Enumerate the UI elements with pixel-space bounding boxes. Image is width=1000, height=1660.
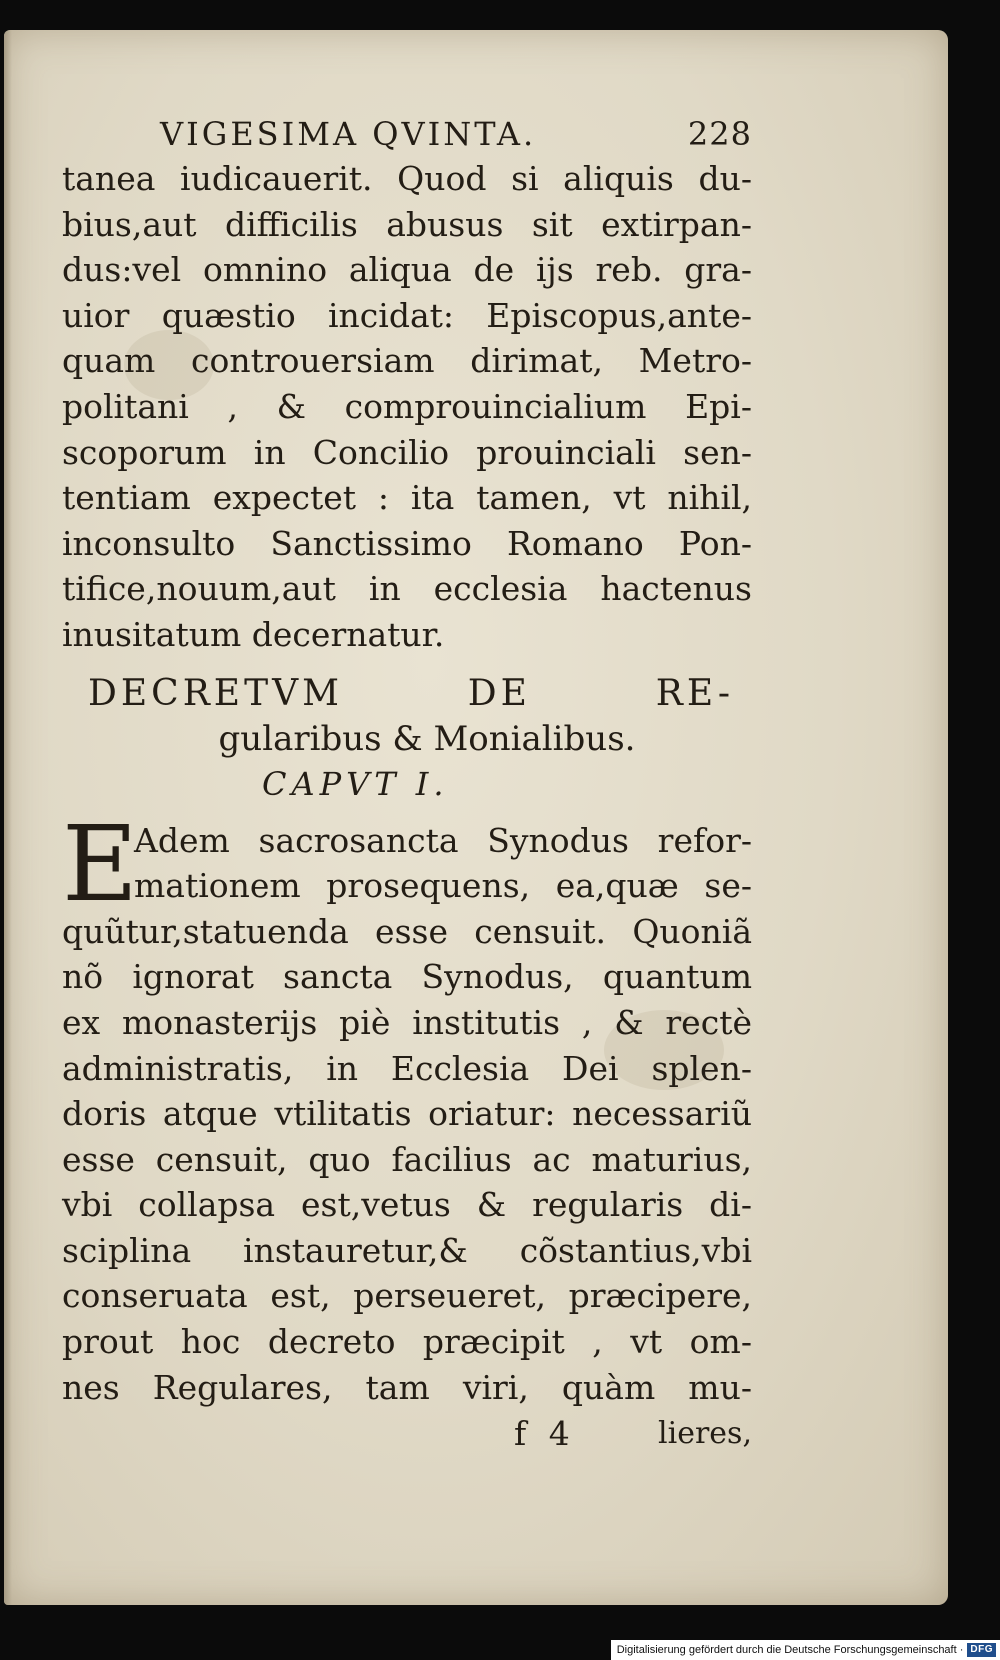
paragraph-2: [62, 802, 752, 1411]
chapter-heading: CAPVT I.: [262, 764, 449, 803]
text-line: dus:vel omnino aliqua de ijs reb. gra-: [62, 250, 752, 290]
text-line: ex monasterijs piè institutis , & rectè: [62, 1002, 752, 1042]
catchword: lieres,: [658, 1416, 752, 1452]
text-line: inusitatum decernatur.: [62, 614, 445, 654]
signature-mark: f 4: [514, 1414, 576, 1454]
text-line: tentiam expectet : ita tamen, vt nihil,: [62, 478, 752, 518]
text-line: conseruata est, perseueret, præcipere,: [62, 1276, 752, 1316]
decree-subtitle: gularibus & Monialibus.: [218, 718, 636, 759]
text-line: bius,aut difficilis abusus sit extirpan-: [62, 204, 752, 244]
text-line: esse censuit, quo facilius ac maturius,: [62, 1139, 752, 1179]
text-line: politani , & comprouincialium Epi-: [62, 386, 752, 426]
text-line: uior quæstio incidat: Episcopus,ante-: [62, 295, 752, 335]
text-line: Adem sacrosancta Synodus refor-: [134, 820, 752, 860]
text-line: scoporum in Concilio prouinciali sen-: [62, 432, 752, 472]
text-line: tifice,nouum,aut in ecclesia hactenus: [62, 569, 752, 609]
text-line: nõ ignorat sancta Synodus, quantum: [62, 957, 752, 997]
text-line: tanea iudicauerit. Quod si aliquis du-: [62, 159, 752, 198]
text-line: quũtur,statuenda esse censuit. Quoniã: [62, 911, 752, 951]
running-head: [62, 112, 752, 156]
book-page: [4, 30, 948, 1605]
text-line: quam controuersiam dirimat, Metro-: [62, 341, 752, 381]
page-edge-shadow: [4, 30, 12, 1605]
text-line: prout hoc decreto præcipit , vt om-: [62, 1322, 752, 1362]
page-number: 228: [687, 115, 752, 153]
credit-text: Digitalisierung gefördert durch die Deutsche Forschungsgemeinschaft ·: [616, 1644, 964, 1656]
text-line: nes Regulares, tam viri, quàm mu-: [62, 1367, 752, 1407]
page-text: [62, 112, 752, 1458]
page-footer: [62, 1410, 752, 1458]
text-line: vbi collapsa est,vetus & regularis di-: [62, 1185, 752, 1225]
digitization-credit: [611, 1640, 1000, 1660]
dfg-logo-icon: DFG: [967, 1643, 996, 1657]
text-line: doris atque vtilitatis oriatur: necessariũ: [62, 1094, 752, 1134]
text-line: sciplina instauretur,& cõstantius,vbi: [62, 1230, 752, 1270]
text-line: administratis, in Ecclesia Dei splen-: [62, 1048, 752, 1088]
text-line: mationem prosequens, ea,quæ se-: [134, 866, 752, 906]
paragraph-1: [62, 156, 752, 658]
decree-title: DECRETVM DE RE-: [88, 672, 734, 714]
text-line: inconsulto Sanctissimo Romano Pon-: [62, 523, 752, 563]
running-title: VIGESIMA QVINTA.: [160, 115, 537, 153]
drop-initial: E: [62, 802, 138, 925]
